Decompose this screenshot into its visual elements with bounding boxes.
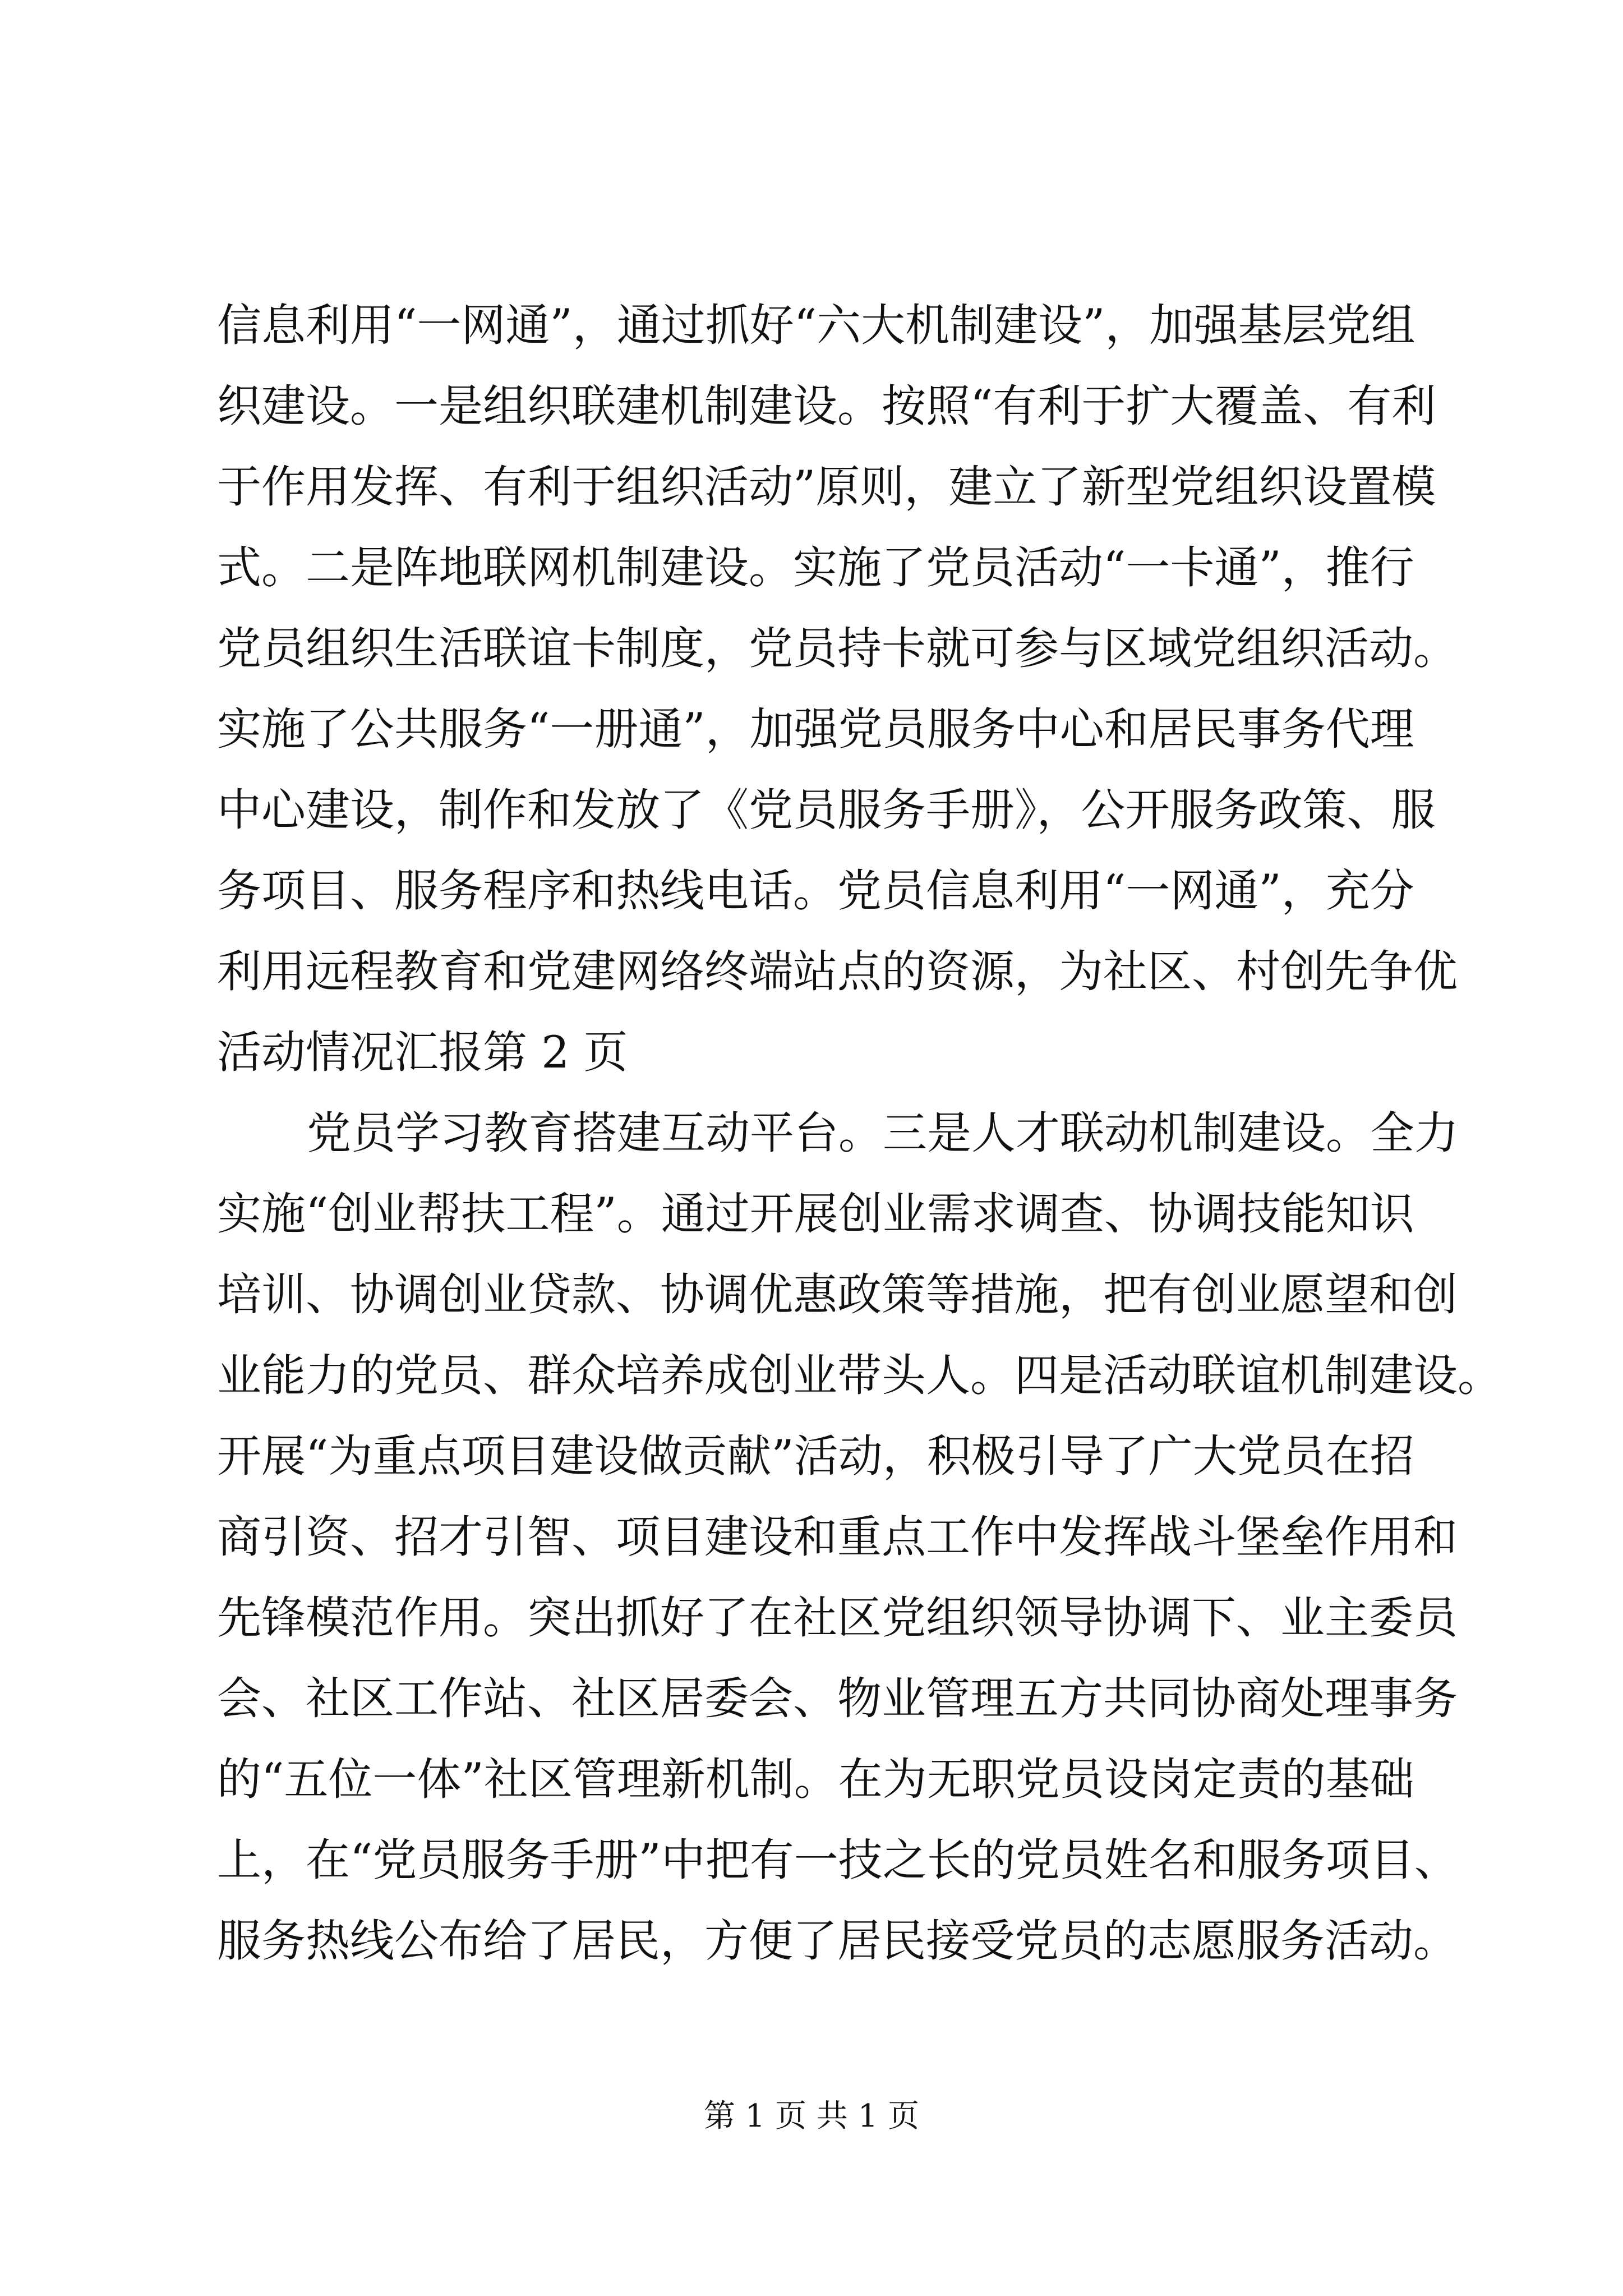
text-line: 会、社区工作站、社区居委会、物业管理五方共同协商处理事务 xyxy=(217,1673,1458,1724)
text-line: 党员学习教育搭建互动平台。三是人才联动机制建设。全力 xyxy=(307,1107,1459,1159)
text-line: 商引资、招才引智、项目建设和重点工作中发挥战斗堡垒作用和 xyxy=(217,1511,1458,1563)
text-line: 开展“为重点项目建设做贡献”活动，积极引导了广大党员在招 xyxy=(217,1430,1414,1482)
text-line: 利用远程教育和党建网络终端站点的资源，为社区、村创先争优 xyxy=(217,946,1458,997)
text-line: 活动情况汇报第 2 页 xyxy=(217,1027,628,1078)
page-footer xyxy=(0,2097,1623,2136)
body-text xyxy=(217,285,1502,1981)
text-line: 务项目、服务程序和热线电话。党员信息利用“一网通”，充分 xyxy=(217,865,1414,917)
text-line: 于作用发挥、有利于组织活动”原则，建立了新型党组织设置模 xyxy=(217,461,1436,513)
paragraph-1 xyxy=(217,285,1458,1093)
text-line: 中心建设，制作和发放了《党员服务手册》，公开服务政策、服 xyxy=(217,784,1436,836)
page-number-label: 第 1 页 共 1 页 xyxy=(703,2098,920,2134)
text-line: 信息利用“一网通”，通过抓好“六大机制建设”，加强基层党组 xyxy=(217,300,1415,351)
text-line: 服务热线公布给了居民，方便了居民接受党员的志愿服务活动。 xyxy=(217,1915,1458,1967)
paragraph-2 xyxy=(217,1093,1502,1981)
text-line: 上，在“党员服务手册”中把有一技之长的党员姓名和服务项目、 xyxy=(217,1834,1459,1886)
text-line: 织建设。一是组织联建机制建设。按照“有利于扩大覆盖、有利 xyxy=(217,380,1436,432)
text-line: 业能力的党员、群众培养成创业带头人。四是活动联谊机制建设。 xyxy=(217,1350,1502,1401)
text-line: 实施了公共服务“一册通”，加强党员服务中心和居民事务代理 xyxy=(217,703,1414,755)
text-line: 培训、协调创业贷款、协调优惠政策等措施，把有创业愿望和创 xyxy=(217,1269,1458,1320)
text-line: 实施“创业帮扶工程”。通过开展创业需求调查、协调技能知识 xyxy=(217,1188,1414,1240)
text-line: 先锋模范作用。突出抓好了在社区党组织领导协调下、业主委员 xyxy=(217,1592,1458,1644)
text-line: 的“五位一体”社区管理新机制。在为无职党员设岗定责的基础 xyxy=(217,1754,1414,1805)
text-line: 式。二是阵地联网机制建设。实施了党员活动“一卡通”，推行 xyxy=(217,542,1414,593)
text-line: 党员组织生活联谊卡制度，党员持卡就可参与区域党组织活动。 xyxy=(217,623,1458,674)
